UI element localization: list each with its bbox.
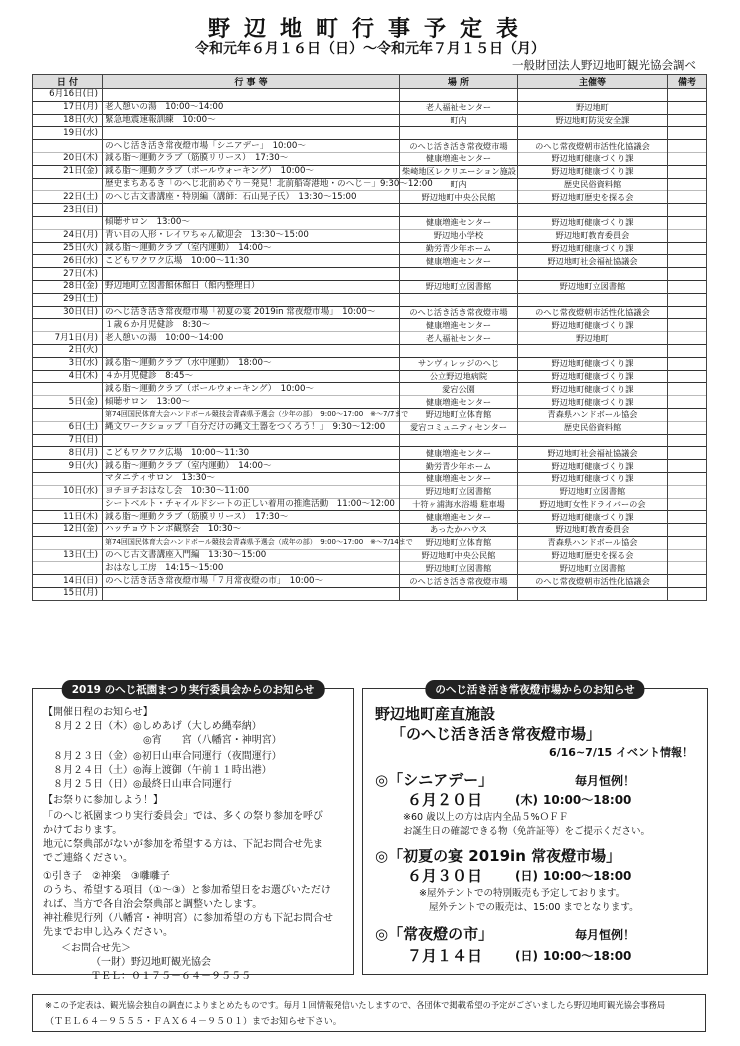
event-senior-note: お誕生日の確認できる物（免許証等）をご提示ください。 [403,826,651,837]
event-cell: こどもワクワク広場 10:00～11:30 [103,255,400,268]
event-cell: のへじ古文書講座・特別編（講師：石山晃子氏） 13:30～15:00 [103,191,400,204]
event-cell: 第74回国民体育大会ハンドボール競技会青森県予選会（成年の部） 9:00～17:00 ※～7/14まで [103,536,400,549]
table-row [33,434,707,447]
table-row [33,588,707,601]
place-cell: 野辺地町立体育館 [400,408,518,421]
event-cell: のへじ古文書講座入門編 13:30～15:00 [103,549,400,562]
event-cell: 老人憩いの湯 10:00～14:00 [103,332,400,345]
notes-cell [668,332,707,345]
place-cell: あったかハウス [400,524,518,537]
col-header-date: 日 付 [33,75,103,89]
place-cell: サンヴィレッジのへじ [400,357,518,370]
place-cell: 愛宕コミュニティセンター [400,421,518,434]
event-cell: おはなし工房 14:15～15:00 [103,562,400,575]
place-cell: 町内 [400,114,518,127]
date-range: 令和元年６月１６日（日）～令和元年７月１５日（月） [195,41,545,57]
place-cell: 野辺地町立図書館 [400,562,518,575]
place-cell: 老人福祉センター [400,332,518,345]
notes-cell [668,280,707,293]
notes-cell [668,165,707,178]
notes-cell [668,101,707,114]
host-cell [518,204,668,217]
place-cell: 十符ヶ浦海水浴場 駐車場 [400,498,518,511]
host-cell: 野辺地町教育委員会 [518,524,668,537]
host-cell: 野辺地町防災安全課 [518,114,668,127]
host-cell [518,344,668,357]
notice-line: 先までお申し込みください。 [43,927,173,938]
place-cell: 野辺地町立図書館 [400,485,518,498]
event-cell [103,344,400,357]
table-row [33,268,707,281]
host-cell: 野辺地町社会福祉協議会 [518,255,668,268]
notes-cell [668,357,707,370]
table-row [33,562,707,575]
event-cell: シートベルト・チャイルドシートの正しい着用の推進活動 11:00～12:00 [103,498,400,511]
host-cell [518,268,668,281]
table-row [33,140,707,153]
event-early-summer-note: 屋外テントでの販売は、15:00 までとなります。 [429,902,639,913]
host-cell: 野辺地町健康づくり課 [518,152,668,165]
host-cell: 野辺地町健康づくり課 [518,319,668,332]
event-cell [103,127,400,140]
date-cell: 15日(月) [33,588,103,601]
event-senior-date: ６月２０日 [407,791,483,809]
notes-cell [668,114,707,127]
event-cell: 野辺地町立図書館休館日（館内整理日） [103,280,400,293]
host-cell: 野辺地町健康づくり課 [518,242,668,255]
place-cell: 健康増進センター [400,152,518,165]
host-cell: 野辺地町立図書館 [518,562,668,575]
event-cell: 傾聴サロン 13:00～ [103,216,400,229]
date-cell [33,498,103,511]
place-cell: 町内 [400,178,518,191]
place-cell [400,588,518,601]
notes-cell [668,268,707,281]
event-cell [103,293,400,306]
date-cell: 25日(火) [33,242,103,255]
notes-cell [668,152,707,165]
table-row [33,178,707,191]
host-cell [518,127,668,140]
table-row [33,511,707,524]
notes-cell [668,191,707,204]
date-cell: 13日(土) [33,549,103,562]
place-cell: 野辺地町中央公民館 [400,549,518,562]
notice-line: かけております。 [43,825,123,836]
notice-line: 「のへじ祇園まつり実行委員会」では、多くの祭り参加を呼び [43,811,323,822]
date-cell: 2日(火) [33,344,103,357]
place-cell: 野辺地小学校 [400,229,518,242]
table-row [33,472,707,485]
date-cell [33,178,103,191]
date-cell [33,562,103,575]
col-header-host: 主催等 [518,75,668,89]
date-cell [33,472,103,485]
event-cell: 縄文ワークショップ「自分だけの縄文土器をつくろう！」 9:30～12:00 [103,421,400,434]
event-early-summer-weekday: (日) [515,869,538,883]
host-cell: 青森県ハンドボール協会 [518,408,668,421]
footer-line: ※この予定表は、観光協会独自の調査によりまとめたものです。毎月１回情報発信いたしますので、各団体で掲載希望の予定がございましたら野辺地町観光協会事務局 [45,1000,666,1010]
host-cell: 野辺地町 [518,332,668,345]
market-name: 「のへじ活き活き常夜燈市場」 [391,725,602,743]
table-row [33,165,707,178]
notes-cell [668,421,707,434]
table-row [33,536,707,549]
table-row [33,255,707,268]
table-row [33,293,707,306]
place-cell [400,344,518,357]
page-title: 野辺地町行事予定表 [207,17,532,42]
date-cell [33,216,103,229]
event-cell [103,434,400,447]
notes-cell [668,89,707,102]
date-cell: 23日(日) [33,204,103,217]
notes-cell [668,524,707,537]
host-cell: 歴史民俗資料館 [518,421,668,434]
event-cell: 第74回国民体育大会ハンドボール競技会青森県予選会（少年の部） 9:00～17:00 ※～7/7まで [103,408,400,421]
notes-cell [668,588,707,601]
date-cell: 18日(火) [33,114,103,127]
date-cell: 11日(木) [33,511,103,524]
table-row [33,575,707,588]
host-cell: 野辺地町社会福祉協議会 [518,447,668,460]
notes-cell [668,383,707,396]
event-cell: 傾聴サロン 13:00～ [103,396,400,409]
table-row [33,549,707,562]
event-cell: 歴史まちあるき「のへじ北前めぐり－発見！北前船寄港地・のへじ－」9:30～12:00 [103,178,400,191]
contact-phone: ＴＥＬ：０１７５－６４－９５５５ [91,971,251,982]
host-cell: 野辺地町健康づくり課 [518,370,668,383]
notes-cell [668,344,707,357]
event-cell [103,268,400,281]
notes-cell [668,255,707,268]
host-cell: 野辺地町歴史を探る会 [518,191,668,204]
date-cell [33,383,103,396]
date-cell: 3日(水) [33,357,103,370]
notes-cell [668,140,707,153]
notes-cell [668,306,707,319]
event-cell: 減る脂～運動クラブ（筋膜リリース） 17:30～ [103,511,400,524]
event-cell: ハッチョウトンボ観察会 10:30～ [103,524,400,537]
host-cell: のへじ常夜燈朝市活性化協議会 [518,140,668,153]
event-lantern-time: 10:00～18:00 [543,949,632,963]
host-cell [518,89,668,102]
event-cell: マタニティサロン 13:30～ [103,472,400,485]
event-cell: ヨチヨチおはなし会 10:30～11:00 [103,485,400,498]
date-cell: 21日(金) [33,165,103,178]
date-cell [33,536,103,549]
notes-cell [668,127,707,140]
date-cell: 7日(日) [33,434,103,447]
host-cell: 野辺地町健康づくり課 [518,396,668,409]
host-cell [518,293,668,306]
date-cell: 29日(土) [33,293,103,306]
event-cell: のへじ活き活き常夜燈市場「初夏の宴 2019in 常夜燈市場」 10:00～ [103,306,400,319]
place-cell [400,434,518,447]
table-row [33,421,707,434]
place-cell [400,89,518,102]
place-cell: 健康増進センター [400,396,518,409]
place-cell: 老人福祉センター [400,101,518,114]
date-cell: 5日(金) [33,396,103,409]
event-cell: １歳６か月児健診 8:30～ [103,319,400,332]
place-cell: 勤労青少年ホーム [400,242,518,255]
table-row [33,485,707,498]
col-header-notes: 備考 [668,75,707,89]
host-cell: 野辺地町健康づくり課 [518,216,668,229]
notes-cell [668,216,707,229]
notice-line: ①引き子 ②神楽 ③囃囃子 [43,871,170,882]
notice-line: 【お祭りに参加しよう！】 [43,795,163,806]
notes-cell [668,575,707,588]
event-cell [103,89,400,102]
notice-line: ８月２３日（金）◎初日山車合同運行（夜間運行） [53,751,282,762]
event-lantern-tag: 毎月恒例！ [575,928,636,942]
event-cell: こどもワクワク広場 10:00～11:30 [103,447,400,460]
host-cell: のへじ常夜燈朝市活性化協議会 [518,575,668,588]
notice-line: 【開催日程のお知らせ】 [43,707,153,718]
notice-line: 神社稚児行列（八幡宮・神明宮）に参加希望の方も下記お問合せ [43,913,333,924]
event-cell: 老人憩いの湯 10:00～14:00 [103,101,400,114]
place-cell: 野辺地町立体育館 [400,536,518,549]
event-cell: 減る脂～運動クラブ（筋膜リリース） 17:30～ [103,152,400,165]
date-cell: 27日(木) [33,268,103,281]
notes-cell [668,498,707,511]
notes-cell [668,178,707,191]
place-cell: 健康増進センター [400,255,518,268]
table-row [33,242,707,255]
host-cell: 野辺地町立図書館 [518,485,668,498]
notes-cell [668,536,707,549]
place-cell: 健康増進センター [400,319,518,332]
event-cell: ４か月児健診 8:45～ [103,370,400,383]
host-cell: 歴史民俗資料館 [518,178,668,191]
host-cell: 野辺地町健康づくり課 [518,357,668,370]
event-cell: のへじ活き活き常夜燈市場「シニアデー」 10:00～ [103,140,400,153]
notes-cell [668,370,707,383]
notice-line: ８月２５日（日）◎最終日山車合同運行 [53,779,232,790]
date-cell: 22日(土) [33,191,103,204]
place-cell: 公立野辺地病院 [400,370,518,383]
date-cell: 19日(水) [33,127,103,140]
date-cell: 20日(木) [33,152,103,165]
table-row [33,447,707,460]
event-cell [103,588,400,601]
table-row [33,460,707,473]
date-cell [33,140,103,153]
table-row [33,357,707,370]
contact-org: （一財）野辺地町観光協会 [91,957,211,968]
notes-cell [668,293,707,306]
place-cell: のへじ活き活き常夜燈市場 [400,140,518,153]
event-lantern-weekday: (日) [515,949,538,963]
notice-line: でご連絡ください。 [43,853,133,864]
date-cell: 8日(月) [33,447,103,460]
notice-line: ◎宵 宮（八幡宮・神明宮） [53,735,282,746]
notice-line: 地元に祭典部がないが参加を希望する方は、下記お問合せ先ま [43,839,323,850]
host-cell: 野辺地町健康づくり課 [518,511,668,524]
event-early-summer-date: ６月３０日 [407,867,483,885]
table-row [33,370,707,383]
event-senior-tag: 毎月恒例！ [575,774,636,788]
notes-cell [668,396,707,409]
date-cell: 26日(水) [33,255,103,268]
table-row [33,408,707,421]
table-row [33,89,707,102]
place-cell [400,127,518,140]
gion-festival-notice [32,684,354,982]
date-cell: 7月1日(月) [33,332,103,345]
market-notice [362,684,708,975]
table-row [33,127,707,140]
contact-heading: ＜お問合せ先＞ [61,943,131,954]
table-row [33,319,707,332]
place-cell: のへじ活き活き常夜燈市場 [400,306,518,319]
host-cell: 野辺地町女性ドライバーの会 [518,498,668,511]
table-row [33,306,707,319]
event-cell: 緊急地震速報訓練 10:00～ [103,114,400,127]
notice-line: ８月２２日（木）◎しめあげ（大しめ縄奉納） [53,721,262,732]
table-row [33,498,707,511]
host-cell: 青森県ハンドボール協会 [518,536,668,549]
date-cell: 28日(金) [33,280,103,293]
place-cell: 愛宕公園 [400,383,518,396]
place-cell: 野辺地町中央公民館 [400,191,518,204]
host-cell: 野辺地町健康づくり課 [518,472,668,485]
event-lantern-date: ７月１４日 [407,947,483,965]
notes-cell [668,242,707,255]
place-cell: 健康増進センター [400,447,518,460]
event-senior-weekday: (木) [515,793,538,807]
event-early-summer-time: 10:00～18:00 [543,869,632,883]
event-senior-day: ◎「シニアデー」 [375,771,494,789]
event-senior-time: 10:00～18:00 [543,793,632,807]
notes-cell [668,408,707,421]
date-cell: 12日(金) [33,524,103,537]
notes-cell [668,204,707,217]
place-cell: 健康増進センター [400,216,518,229]
table-row [33,114,707,127]
event-cell: 減る脂～運動クラブ（室内運動） 14:00～ [103,242,400,255]
notes-cell [668,447,707,460]
schedule-table [32,74,707,601]
date-cell: 6日(土) [33,421,103,434]
notes-cell [668,460,707,473]
table-row [33,152,707,165]
table-row [33,383,707,396]
event-lantern-market: ◎「常夜燈の市」 [375,925,494,943]
date-cell: 24日(月) [33,229,103,242]
place-cell: 健康増進センター [400,511,518,524]
date-cell: 9日(火) [33,460,103,473]
event-cell: 青い目の人形・レイワちゃん歓迎会 13:30～15:00 [103,229,400,242]
date-cell [33,319,103,332]
event-cell: 減る脂～運動クラブ（室内運動） 14:00～ [103,460,400,473]
footer-note [32,994,706,1032]
col-header-place: 場 所 [400,75,518,89]
place-cell: のへじ活き活き常夜燈市場 [400,575,518,588]
notes-cell [668,511,707,524]
event-cell: 減る脂～運動クラブ（ポールウォーキング） 10:00～ [103,383,400,396]
place-cell: 柴崎地区レクリエーション施設 [400,165,518,178]
event-cell [103,204,400,217]
notes-cell [668,319,707,332]
notes-cell [668,434,707,447]
host-cell [518,588,668,601]
event-info-label: 6/16~7/15 イベント情報！ [548,746,693,759]
table-row [33,204,707,217]
table-row [33,216,707,229]
col-header-event: 行 事 等 [103,75,400,89]
host-cell: 野辺地町立図書館 [518,280,668,293]
notice-line: のうち、希望する項目（①～③）と参加希望日をお選びいただけ [43,885,331,896]
date-cell [33,408,103,421]
host-cell: 野辺地町健康づくり課 [518,165,668,178]
host-cell: 野辺地町健康づくり課 [518,383,668,396]
event-cell: 減る脂～運動クラブ（ポールウォーキング） 10:00～ [103,165,400,178]
notes-cell [668,549,707,562]
host-cell: 野辺地町健康づくり課 [518,460,668,473]
date-cell: 17日(月) [33,101,103,114]
event-cell: のへじ活き活き常夜燈市場「７月常夜燈の市」 10:00～ [103,575,400,588]
footer-line: （ＴＥＬ６４－９５５５・ＦＡＸ６４－９５０１）までお知らせ下さい。 [45,1017,342,1027]
host-cell [518,434,668,447]
host-cell: のへじ常夜燈朝市活性化協議会 [518,306,668,319]
table-row [33,524,707,537]
host-cell: 野辺地町教育委員会 [518,229,668,242]
date-cell: 30日(日) [33,306,103,319]
host-cell: 野辺地町 [518,101,668,114]
market-notice-title: のへじ活き活き常夜燈市場からのお知らせ [425,680,644,699]
place-cell [400,268,518,281]
table-row [33,280,707,293]
event-senior-note: ※60 歳以上の方は店内全品５%ＯＦＦ [403,812,569,823]
publisher: 一般財団法人野辺地町観光協会調べ [512,58,696,72]
event-early-summer: ◎「初夏の宴 2019in 常夜燈市場」 [375,847,622,865]
facility-label: 野辺地町産直施設 [375,705,496,723]
notice-line: ８月２４日（土）◎海上渡御（午前１１時出港） [53,765,272,776]
table-row [33,229,707,242]
date-cell: 4日(木) [33,370,103,383]
notes-cell [668,229,707,242]
date-cell: 6月16日(日) [33,89,103,102]
date-cell: 10日(水) [33,485,103,498]
table-row [33,332,707,345]
notes-cell [668,472,707,485]
event-early-summer-note: ※屋外テントでの特別販売も予定しております。 [419,888,626,899]
place-cell [400,293,518,306]
place-cell: 野辺地町立図書館 [400,280,518,293]
notice-line: れば、当方で各自治会祭典部と調整いたします。 [43,899,263,910]
gion-notice-title: 2019 のへじ祇園まつり実行委員会からのお知らせ [62,680,325,699]
host-cell: 野辺地町歴史を探る会 [518,549,668,562]
date-cell: 14日(日) [33,575,103,588]
event-cell: 減る脂～運動クラブ（水中運動） 18:00～ [103,357,400,370]
place-cell: 勤労青少年ホーム [400,460,518,473]
table-row [33,396,707,409]
table-row [33,191,707,204]
table-row [33,101,707,114]
table-row [33,344,707,357]
place-cell [400,204,518,217]
notes-cell [668,562,707,575]
notes-cell [668,485,707,498]
place-cell: 健康増進センター [400,472,518,485]
